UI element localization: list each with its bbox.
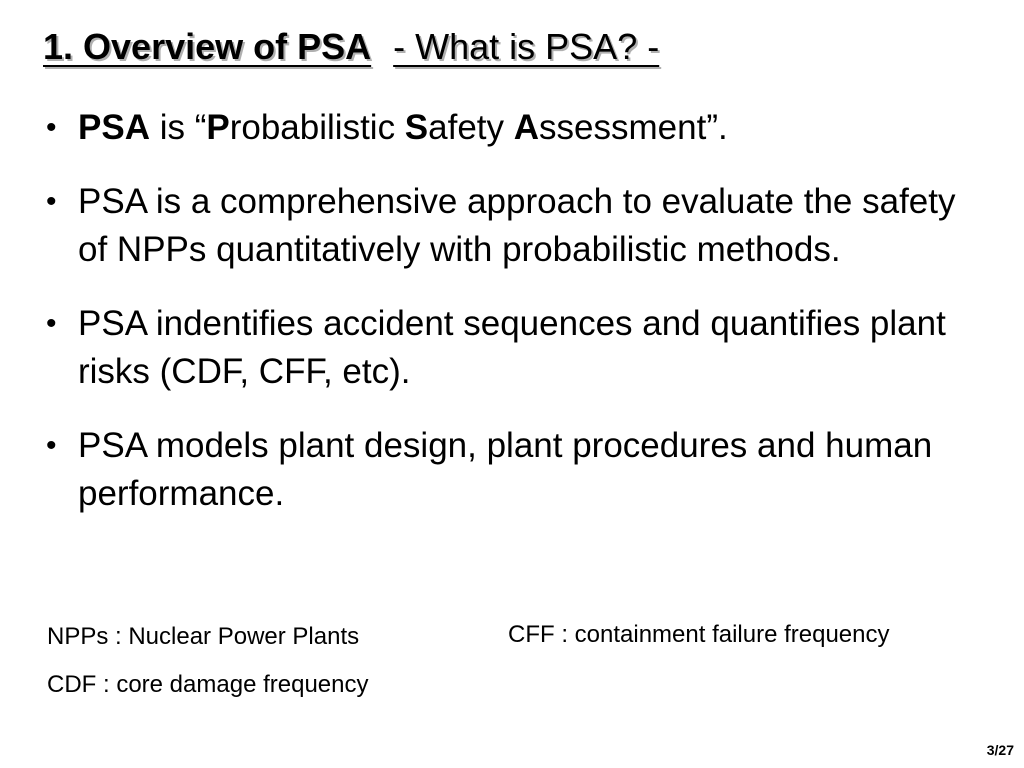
slide-title <box>43 26 659 68</box>
bullet-text-part: is “ <box>149 108 207 147</box>
slide-title-subtitle: - What is PSA? - <box>393 26 660 67</box>
bullet-text-part: ssessment”. <box>539 108 728 147</box>
bullet-text: PSA models plant design, plant procedures and human performance. <box>78 426 933 513</box>
bullet-item-models <box>46 422 986 518</box>
page-number: 3/27 <box>986 742 1014 758</box>
note-npps: NPPs : Nuclear Power Plants <box>47 623 360 650</box>
bullet-item-comprehensive-approach <box>46 178 986 274</box>
bullet-text-part: A <box>513 108 540 147</box>
bullet-item-psa-definition <box>46 104 986 152</box>
bullet-list <box>46 104 986 544</box>
bullet-dot: • <box>46 185 57 218</box>
bullet-text-part: P <box>206 108 230 147</box>
bullet-text: PSA indentifies accident sequences and quantifies plant risks (CDF, CFF, etc). <box>78 304 946 391</box>
slide-title-main: 1. Overview of PSA <box>43 26 372 67</box>
bullet-text: PSA is a comprehensive approach to evaluate the safety of NPPs quantitatively with probabilistic methods. <box>78 182 956 269</box>
bullet-text-part: robabilistic <box>229 108 405 147</box>
note-cff: CFF : containment failure frequency <box>508 621 890 648</box>
bullet-text-part: PSA <box>78 108 150 147</box>
bullet-item-accident-sequences <box>46 300 986 396</box>
bullet-text-part: S <box>404 108 429 147</box>
bullet-text-part: afety <box>428 108 514 147</box>
bullet-dot: • <box>46 429 57 462</box>
bullet-dot: • <box>46 307 57 340</box>
bullet-dot: • <box>46 111 57 144</box>
note-cdf: CDF : core damage frequency <box>47 671 369 698</box>
